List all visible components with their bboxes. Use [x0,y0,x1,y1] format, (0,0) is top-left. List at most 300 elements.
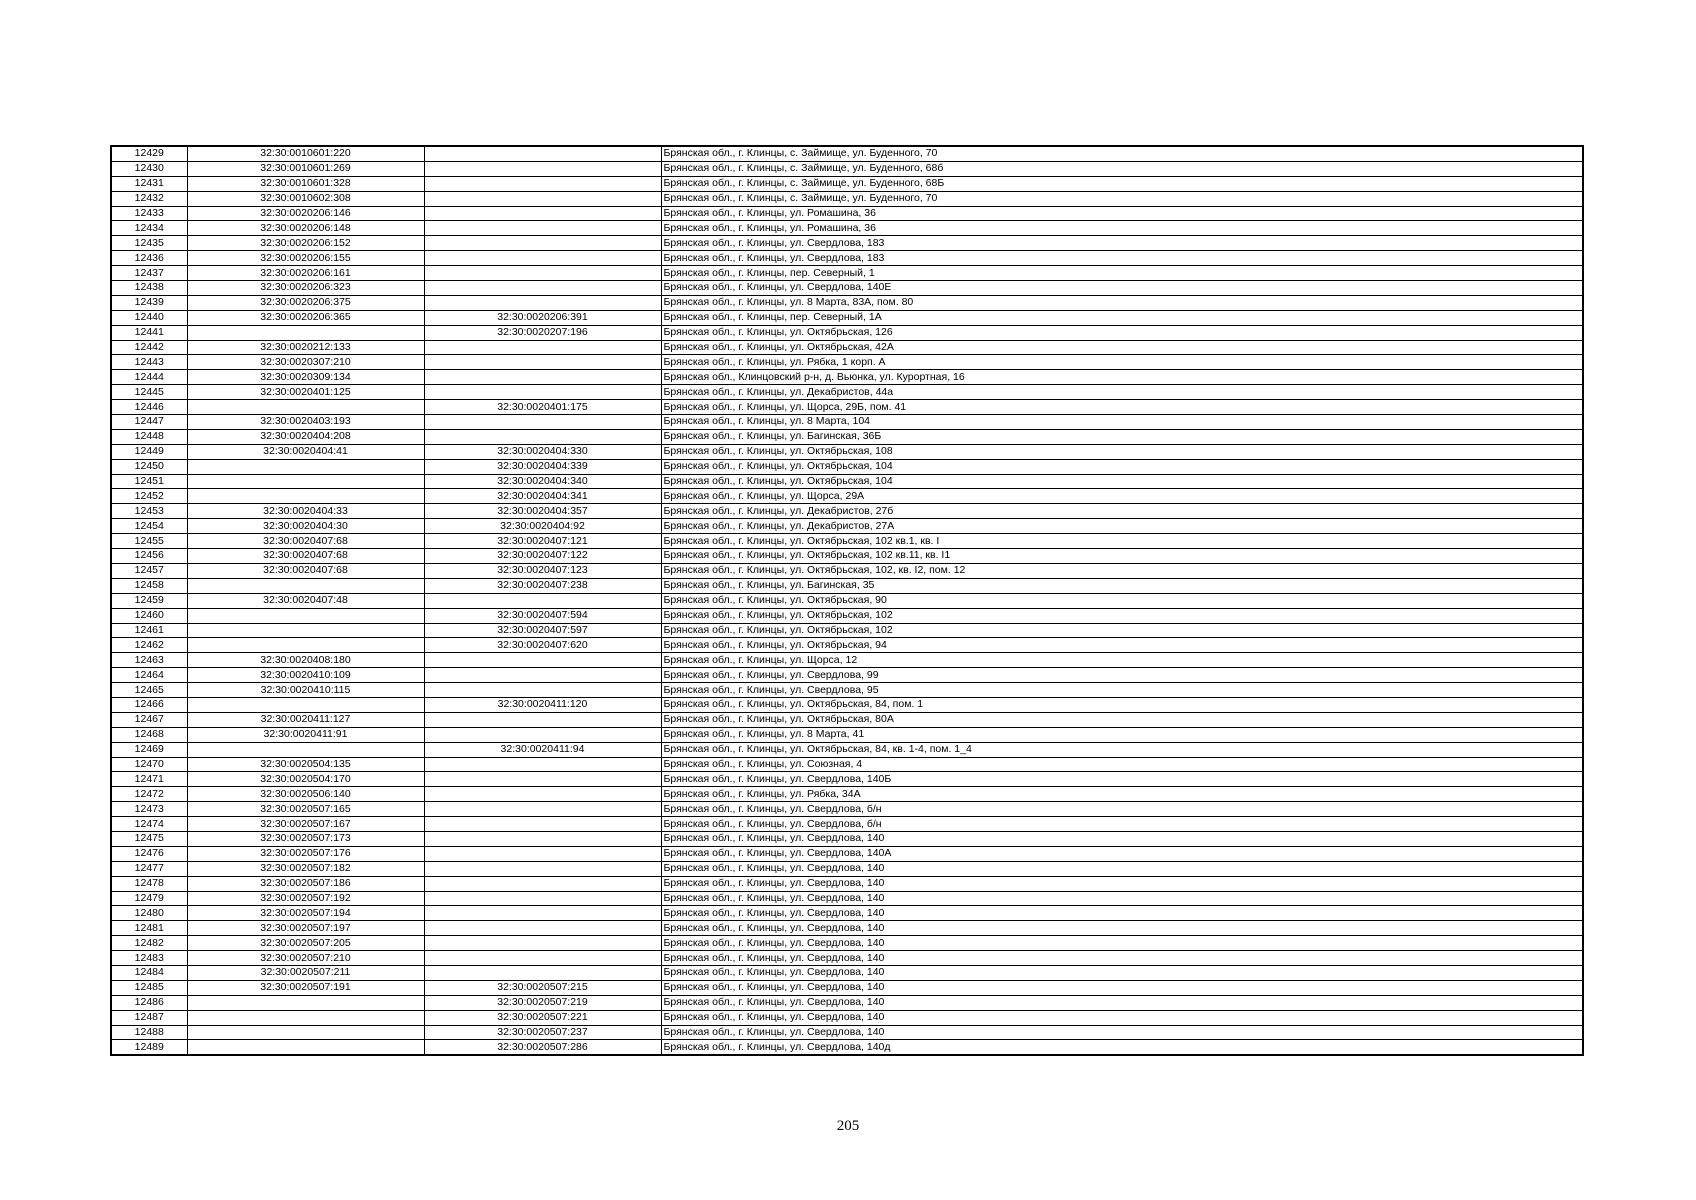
row-number-cell: 12445 [111,385,187,400]
linked-cadastral-number-cell [424,355,661,370]
table-row [111,608,1583,623]
table-row [111,474,1583,489]
table-row [111,861,1583,876]
table-row [111,519,1583,534]
row-number-cell: 12431 [111,176,187,191]
linked-cadastral-number-cell [424,191,661,206]
linked-cadastral-number-cell: 32:30:0020404:330 [424,444,661,459]
row-number-cell: 12486 [111,995,187,1010]
cadastral-number-cell: 32:30:0020504:135 [187,757,424,772]
row-number-cell: 12448 [111,429,187,444]
address-cell: Брянская обл., г. Клинцы, ул. Свердлова, 140 [661,965,1583,980]
row-number-cell: 12478 [111,876,187,891]
cadastral-number-cell [187,489,424,504]
page-number: 205 [836,1118,860,1134]
row-number-cell: 12480 [111,906,187,921]
row-number-cell: 12457 [111,563,187,578]
row-number-cell: 12469 [111,742,187,757]
linked-cadastral-number-cell [424,251,661,266]
linked-cadastral-number-cell [424,757,661,772]
linked-cadastral-number-cell [424,266,661,281]
address-cell: Брянская обл., г. Клинцы, ул. Октябрьская, 84, кв. 1-4, пом. 1_4 [661,742,1583,757]
linked-cadastral-number-cell: 32:30:0020407:620 [424,638,661,653]
address-cell: Брянская обл., г. Клинцы, ул. Багинская, 36Б [661,429,1583,444]
address-cell: Брянская обл., г. Клинцы, ул. 8 Марта, 83А, пом. 80 [661,295,1583,310]
address-cell: Брянская обл., г. Клинцы, с. Займище, ул. Буденного, 68Б [661,176,1583,191]
address-cell: Брянская обл., Клинцовский р-н, д. Вьюнка, ул. Курортная, 16 [661,370,1583,385]
address-cell: Брянская обл., г. Клинцы, ул. Багинская, 35 [661,578,1583,593]
cadastral-number-cell [187,474,424,489]
linked-cadastral-number-cell: 32:30:0020207:196 [424,325,661,340]
linked-cadastral-number-cell: 32:30:0020404:339 [424,459,661,474]
row-number-cell: 12461 [111,623,187,638]
address-cell: Брянская обл., г. Клинцы, ул. Свердлова, 140д [661,1040,1583,1055]
cadastral-number-cell: 32:30:0020404:208 [187,429,424,444]
address-cell: Брянская обл., г. Клинцы, ул. Октябрьская, 94 [661,638,1583,653]
address-cell: Брянская обл., г. Клинцы, ул. Свердлова, 140 [661,951,1583,966]
linked-cadastral-number-cell: 32:30:0020507:221 [424,1010,661,1025]
table-row [111,281,1583,296]
linked-cadastral-number-cell: 32:30:0020507:219 [424,995,661,1010]
address-cell: Брянская обл., г. Клинцы, ул. Свердлова, 140 [661,876,1583,891]
row-number-cell: 12443 [111,355,187,370]
linked-cadastral-number-cell [424,951,661,966]
cadastral-number-cell: 32:30:0020504:170 [187,772,424,787]
linked-cadastral-number-cell [424,906,661,921]
row-number-cell: 12456 [111,549,187,564]
row-number-cell: 12468 [111,727,187,742]
cadastral-number-cell: 32:30:0020507:173 [187,831,424,846]
row-number-cell: 12449 [111,444,187,459]
table-row [111,593,1583,608]
cadastral-number-cell: 32:30:0020506:140 [187,787,424,802]
row-number-cell: 12432 [111,191,187,206]
linked-cadastral-number-cell [424,668,661,683]
linked-cadastral-number-cell: 32:30:0020407:594 [424,608,661,623]
linked-cadastral-number-cell [424,236,661,251]
table-row [111,310,1583,325]
row-number-cell: 12483 [111,951,187,966]
table-row [111,578,1583,593]
row-number-cell: 12488 [111,1025,187,1040]
address-cell: Брянская обл., г. Клинцы, пер. Северный, 1 [661,266,1583,281]
cadastral-number-cell: 32:30:0020309:134 [187,370,424,385]
cadastral-number-cell: 32:30:0020507:165 [187,802,424,817]
address-cell: Брянская обл., г. Клинцы, ул. Союзная, 4 [661,757,1583,772]
address-cell: Брянская обл., г. Клинцы, с. Займище, ул. Буденного, 70 [661,146,1583,161]
cadastral-number-cell: 32:30:0020507:192 [187,891,424,906]
row-number-cell: 12429 [111,146,187,161]
table-row [111,444,1583,459]
table-row [111,846,1583,861]
address-cell: Брянская обл., г. Клинцы, ул. Октябрьская, 42А [661,340,1583,355]
cadastral-number-cell: 32:30:0020507:205 [187,936,424,951]
cadastral-number-cell [187,459,424,474]
address-cell: Брянская обл., г. Клинцы, ул. Октябрьская, 108 [661,444,1583,459]
row-number-cell: 12434 [111,221,187,236]
cadastral-number-cell [187,742,424,757]
row-number-cell: 12470 [111,757,187,772]
table-row [111,802,1583,817]
table-row [111,712,1583,727]
cadastral-number-cell: 32:30:0020411:91 [187,727,424,742]
table-row [111,415,1583,430]
cadastral-number-cell [187,638,424,653]
cadastral-number-cell: 32:30:0020407:68 [187,549,424,564]
linked-cadastral-number-cell [424,817,661,832]
address-cell: Брянская обл., г. Клинцы, ул. Декабристов, 44а [661,385,1583,400]
table-row [111,549,1583,564]
linked-cadastral-number-cell: 32:30:0020507:286 [424,1040,661,1055]
cadastral-number-cell: 32:30:0020507:167 [187,817,424,832]
linked-cadastral-number-cell [424,593,661,608]
address-cell: Брянская обл., г. Клинцы, ул. Свердлова, 183 [661,251,1583,266]
table-row [111,980,1583,995]
table-row [111,161,1583,176]
cadastral-number-cell: 32:30:0010601:220 [187,146,424,161]
table-row [111,355,1583,370]
linked-cadastral-number-cell [424,846,661,861]
table-row [111,563,1583,578]
table-row [111,385,1583,400]
cadastral-number-cell: 32:30:0020206:146 [187,206,424,221]
linked-cadastral-number-cell [424,206,661,221]
table-row [111,697,1583,712]
row-number-cell: 12476 [111,846,187,861]
cadastral-number-cell: 32:30:0020407:48 [187,593,424,608]
cadastral-number-cell: 32:30:0020411:127 [187,712,424,727]
linked-cadastral-number-cell: 32:30:0020411:120 [424,697,661,712]
address-cell: Брянская обл., г. Клинцы, ул. Октябрьская, 102 кв.1, кв. I [661,534,1583,549]
linked-cadastral-number-cell: 32:30:0020404:357 [424,504,661,519]
address-cell: Брянская обл., г. Клинцы, ул. Свердлова, 95 [661,683,1583,698]
row-number-cell: 12447 [111,415,187,430]
linked-cadastral-number-cell: 32:30:0020407:121 [424,534,661,549]
linked-cadastral-number-cell: 32:30:0020407:597 [424,623,661,638]
address-cell: Брянская обл., г. Клинцы, ул. Свердлова, 140 [661,980,1583,995]
row-number-cell: 12442 [111,340,187,355]
address-cell: Брянская обл., г. Клинцы, ул. Октябрьская, 126 [661,325,1583,340]
row-number-cell: 12477 [111,861,187,876]
linked-cadastral-number-cell: 32:30:0020206:391 [424,310,661,325]
cadastral-number-cell: 32:30:0020206:375 [187,295,424,310]
linked-cadastral-number-cell [424,772,661,787]
registry-table [110,145,1584,1056]
table-row [111,742,1583,757]
row-number-cell: 12451 [111,474,187,489]
linked-cadastral-number-cell: 32:30:0020401:175 [424,400,661,415]
address-cell: Брянская обл., г. Клинцы, ул. Свердлова, 140 [661,861,1583,876]
row-number-cell: 12455 [111,534,187,549]
row-number-cell: 12485 [111,980,187,995]
table-row [111,727,1583,742]
linked-cadastral-number-cell [424,787,661,802]
row-number-cell: 12438 [111,281,187,296]
linked-cadastral-number-cell [424,429,661,444]
address-cell: Брянская обл., г. Клинцы, ул. Октябрьская, 104 [661,474,1583,489]
table-row [111,221,1583,236]
linked-cadastral-number-cell [424,176,661,191]
row-number-cell: 12462 [111,638,187,653]
cadastral-number-cell [187,1025,424,1040]
address-cell: Брянская обл., г. Клинцы, ул. Рябка, 34А [661,787,1583,802]
table-row [111,906,1583,921]
table-row [111,653,1583,668]
linked-cadastral-number-cell [424,295,661,310]
address-cell: Брянская обл., г. Клинцы, ул. Свердлова, 140Е [661,281,1583,296]
cadastral-number-cell: 32:30:0020206:323 [187,281,424,296]
linked-cadastral-number-cell [424,370,661,385]
address-cell: Брянская обл., г. Клинцы, ул. Октябрьская, 90 [661,593,1583,608]
cadastral-number-cell: 32:30:0010601:328 [187,176,424,191]
address-cell: Брянская обл., г. Клинцы, ул. Свердлова, 140 [661,831,1583,846]
cadastral-number-cell: 32:30:0020206:161 [187,266,424,281]
table-row [111,817,1583,832]
cadastral-number-cell: 32:30:0020404:41 [187,444,424,459]
cadastral-number-cell [187,1010,424,1025]
table-row [111,921,1583,936]
cadastral-number-cell [187,623,424,638]
address-cell: Брянская обл., г. Клинцы, ул. Свердлова, б/н [661,802,1583,817]
cadastral-number-cell: 32:30:0020206:365 [187,310,424,325]
linked-cadastral-number-cell [424,146,661,161]
table-row [111,489,1583,504]
address-cell: Брянская обл., г. Клинцы, ул. Свердлова, 140А [661,846,1583,861]
linked-cadastral-number-cell [424,921,661,936]
row-number-cell: 12452 [111,489,187,504]
table-row [111,400,1583,415]
table-row [111,623,1583,638]
cadastral-number-cell: 32:30:0020206:152 [187,236,424,251]
address-cell: Брянская обл., г. Клинцы, ул. Свердлова, 183 [661,236,1583,251]
row-number-cell: 12437 [111,266,187,281]
table-row [111,831,1583,846]
row-number-cell: 12430 [111,161,187,176]
table-row [111,191,1583,206]
row-number-cell: 12481 [111,921,187,936]
cadastral-number-cell: 32:30:0020404:30 [187,519,424,534]
table-row [111,340,1583,355]
linked-cadastral-number-cell [424,861,661,876]
cadastral-number-cell [187,608,424,623]
linked-cadastral-number-cell [424,161,661,176]
cadastral-number-cell: 32:30:0020206:155 [187,251,424,266]
table-row [111,370,1583,385]
address-cell: Брянская обл., г. Клинцы, с. Займище, ул. Буденного, 68б [661,161,1583,176]
address-cell: Брянская обл., г. Клинцы, ул. Свердлова, 140 [661,995,1583,1010]
cadastral-number-cell [187,400,424,415]
cadastral-number-cell: 32:30:0010602:308 [187,191,424,206]
address-cell: Брянская обл., г. Клинцы, ул. Свердлова, б/н [661,817,1583,832]
row-number-cell: 12446 [111,400,187,415]
row-number-cell: 12475 [111,831,187,846]
row-number-cell: 12484 [111,965,187,980]
address-cell: Брянская обл., г. Клинцы, ул. Свердлова, 140 [661,1025,1583,1040]
linked-cadastral-number-cell: 32:30:0020507:237 [424,1025,661,1040]
table-row [111,206,1583,221]
table-row [111,1040,1583,1055]
linked-cadastral-number-cell [424,712,661,727]
address-cell: Брянская обл., г. Клинцы, ул. Свердлова, 140 [661,891,1583,906]
row-number-cell: 12467 [111,712,187,727]
row-number-cell: 12441 [111,325,187,340]
row-number-cell: 12436 [111,251,187,266]
table-row [111,251,1583,266]
row-number-cell: 12464 [111,668,187,683]
row-number-cell: 12460 [111,608,187,623]
row-number-cell: 12472 [111,787,187,802]
row-number-cell: 12463 [111,653,187,668]
row-number-cell: 12487 [111,1010,187,1025]
address-cell: Брянская обл., г. Клинцы, ул. 8 Марта, 104 [661,415,1583,430]
row-number-cell: 12439 [111,295,187,310]
table-row [111,534,1583,549]
linked-cadastral-number-cell [424,936,661,951]
linked-cadastral-number-cell [424,653,661,668]
table-row [111,936,1583,951]
table-row [111,876,1583,891]
address-cell: Брянская обл., г. Клинцы, ул. Свердлова, 99 [661,668,1583,683]
address-cell: Брянская обл., г. Клинцы, ул. Щорса, 12 [661,653,1583,668]
table-row [111,266,1583,281]
address-cell: Брянская обл., г. Клинцы, ул. Ромашина, 36 [661,206,1583,221]
address-cell: Брянская обл., г. Клинцы, пер. Северный, 1А [661,310,1583,325]
address-cell: Брянская обл., г. Клинцы, ул. Октябрьская, 104 [661,459,1583,474]
cadastral-number-cell: 32:30:0020401:125 [187,385,424,400]
table-row [111,1025,1583,1040]
row-number-cell: 12453 [111,504,187,519]
cadastral-number-cell: 32:30:0010601:269 [187,161,424,176]
table-row [111,459,1583,474]
cadastral-number-cell: 32:30:0020507:191 [187,980,424,995]
table-row [111,787,1583,802]
cadastral-number-cell [187,578,424,593]
cadastral-number-cell: 32:30:0020507:186 [187,876,424,891]
table-row [111,429,1583,444]
cadastral-number-cell: 32:30:0020507:197 [187,921,424,936]
row-number-cell: 12471 [111,772,187,787]
address-cell: Брянская обл., г. Клинцы, ул. Декабристов, 27А [661,519,1583,534]
cadastral-number-cell: 32:30:0020507:182 [187,861,424,876]
row-number-cell: 12459 [111,593,187,608]
cadastral-number-cell: 32:30:0020307:210 [187,355,424,370]
linked-cadastral-number-cell: 32:30:0020407:238 [424,578,661,593]
linked-cadastral-number-cell [424,281,661,296]
linked-cadastral-number-cell [424,727,661,742]
row-number-cell: 12440 [111,310,187,325]
row-number-cell: 12479 [111,891,187,906]
row-number-cell: 12474 [111,817,187,832]
address-cell: Брянская обл., г. Клинцы, ул. Щорса, 29А [661,489,1583,504]
table-row [111,951,1583,966]
cadastral-number-cell: 32:30:0020410:115 [187,683,424,698]
cadastral-number-cell: 32:30:0020410:109 [187,668,424,683]
row-number-cell: 12465 [111,683,187,698]
registry-table-body [111,146,1583,1055]
row-number-cell: 12433 [111,206,187,221]
row-number-cell: 12466 [111,697,187,712]
address-cell: Брянская обл., г. Клинцы, ул. Октябрьская, 102, кв. I2, пом. 12 [661,563,1583,578]
cadastral-number-cell: 32:30:0020206:148 [187,221,424,236]
linked-cadastral-number-cell [424,340,661,355]
cadastral-number-cell: 32:30:0020507:210 [187,951,424,966]
linked-cadastral-number-cell [424,415,661,430]
cadastral-number-cell [187,697,424,712]
cadastral-number-cell: 32:30:0020408:180 [187,653,424,668]
linked-cadastral-number-cell [424,965,661,980]
table-row [111,638,1583,653]
linked-cadastral-number-cell [424,831,661,846]
linked-cadastral-number-cell: 32:30:0020404:92 [424,519,661,534]
address-cell: Брянская обл., г. Клинцы, ул. Свердлова, 140Б [661,772,1583,787]
address-cell: Брянская обл., г. Клинцы, ул. Свердлова, 140 [661,936,1583,951]
row-number-cell: 12482 [111,936,187,951]
row-number-cell: 12450 [111,459,187,474]
address-cell: Брянская обл., г. Клинцы, ул. Октябрьская, 102 кв.11, кв. I1 [661,549,1583,564]
address-cell: Брянская обл., г. Клинцы, ул. Щорса, 29Б, пом. 41 [661,400,1583,415]
cadastral-number-cell: 32:30:0020404:33 [187,504,424,519]
table-row [111,1010,1583,1025]
linked-cadastral-number-cell: 32:30:0020411:94 [424,742,661,757]
table-row [111,668,1583,683]
cadastral-number-cell: 32:30:0020407:68 [187,563,424,578]
address-cell: Брянская обл., г. Клинцы, ул. Рябка, 1 корп. А [661,355,1583,370]
address-cell: Брянская обл., г. Клинцы, ул. Свердлова, 140 [661,1010,1583,1025]
linked-cadastral-number-cell: 32:30:0020404:340 [424,474,661,489]
cadastral-number-cell: 32:30:0020507:211 [187,965,424,980]
linked-cadastral-number-cell: 32:30:0020407:122 [424,549,661,564]
cadastral-number-cell: 32:30:0020507:176 [187,846,424,861]
linked-cadastral-number-cell: 32:30:0020404:341 [424,489,661,504]
address-cell: Брянская обл., г. Клинцы, ул. Октябрьская, 102 [661,623,1583,638]
table-row [111,176,1583,191]
address-cell: Брянская обл., г. Клинцы, ул. Ромашина, 36 [661,221,1583,236]
linked-cadastral-number-cell [424,802,661,817]
table-row [111,504,1583,519]
address-cell: Брянская обл., г. Клинцы, ул. Свердлова, 140 [661,906,1583,921]
linked-cadastral-number-cell: 32:30:0020507:215 [424,980,661,995]
address-cell: Брянская обл., г. Клинцы, ул. 8 Марта, 41 [661,727,1583,742]
table-row [111,295,1583,310]
table-row [111,325,1583,340]
table-row [111,146,1583,161]
address-cell: Брянская обл., г. Клинцы, ул. Октябрьская, 80А [661,712,1583,727]
row-number-cell: 12489 [111,1040,187,1055]
cadastral-number-cell: 32:30:0020403:193 [187,415,424,430]
address-cell: Брянская обл., г. Клинцы, ул. Октябрьская, 84, пом. 1 [661,697,1583,712]
table-row [111,772,1583,787]
linked-cadastral-number-cell: 32:30:0020407:123 [424,563,661,578]
row-number-cell: 12454 [111,519,187,534]
linked-cadastral-number-cell [424,683,661,698]
address-cell: Брянская обл., г. Клинцы, ул. Декабристов, 27б [661,504,1583,519]
linked-cadastral-number-cell [424,385,661,400]
cadastral-number-cell: 32:30:0020407:68 [187,534,424,549]
table-row [111,236,1583,251]
table-row [111,891,1583,906]
cadastral-number-cell [187,995,424,1010]
linked-cadastral-number-cell [424,221,661,236]
address-cell: Брянская обл., г. Клинцы, с. Займище, ул. Буденного, 70 [661,191,1583,206]
table-row [111,757,1583,772]
address-cell: Брянская обл., г. Клинцы, ул. Свердлова, 140 [661,921,1583,936]
row-number-cell: 12458 [111,578,187,593]
cadastral-number-cell: 32:30:0020212:133 [187,340,424,355]
table-row [111,683,1583,698]
row-number-cell: 12473 [111,802,187,817]
linked-cadastral-number-cell [424,891,661,906]
address-cell: Брянская обл., г. Клинцы, ул. Октябрьская, 102 [661,608,1583,623]
